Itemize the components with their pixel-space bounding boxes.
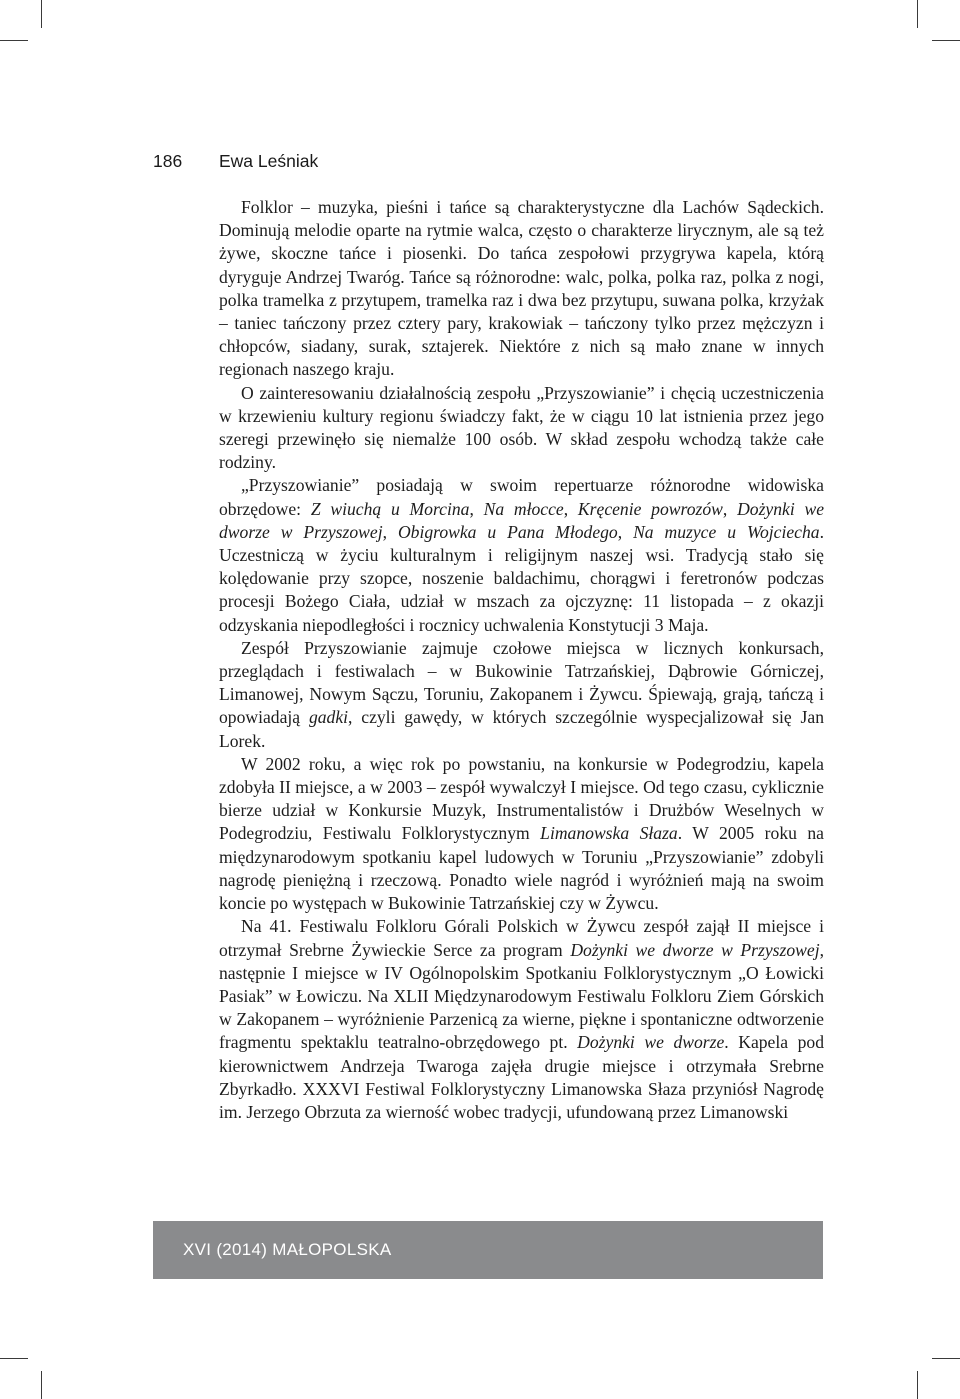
paragraph	[219, 915, 824, 1124]
italic-title: Obigrowka u Pana Młodego	[397, 521, 618, 542]
italic-title: Z wiuchą u Morcina	[310, 498, 470, 519]
crop-mark-bottom-right-vertical	[917, 1371, 918, 1399]
paragraph	[219, 637, 824, 753]
body-text	[219, 196, 824, 1124]
crop-mark-top-right-vertical	[917, 0, 918, 28]
crop-mark-top-right-horizontal	[932, 40, 960, 41]
italic-title: Limanowska Słaza	[540, 823, 678, 844]
italic-title: Na młocce	[483, 498, 564, 519]
crop-mark-bottom-left-vertical	[41, 1371, 42, 1399]
italic-title: Dożynki we dworze w Przyszowej	[219, 498, 825, 542]
footer-label: XVI (2014) MAŁOPOLSKA	[183, 1240, 392, 1259]
text-run: . Kapela pod kierownictwem Andrzeja Twaroga zajęła drugie miejsce i otrzymała Srebrne Zbyrkadło. XXXVI Festiwal Folklorystyczny Limanowska Słaza przyniósł Nagrodę im. Jerzego Obrzuta za wierność wobec tradycji, ufundowaną przez Limanowski	[219, 1032, 824, 1122]
paragraph	[219, 753, 824, 915]
text-run: W 2002 roku, a więc rok po powstaniu, na konkursie w Podegrodziu, kapela zdobyła II miejsce, a w 2003 – zespół wywalczył I miejsce. Od tego czasu, cyklicznie bierze udział w Konkursie Muzyk, Instrumentalistów i Drużbów Weselnych w Podegrodziu, Festiwalu Folklorystycznym	[219, 753, 824, 844]
text-run: Na 41. Festiwalu Folkloru Górali Polskich w Żywcu zespół zajął II miejsce i otrzymał Srebrne Żywieckie Serce za program	[219, 916, 824, 960]
text-run: O zainteresowaniu działalnością zespołu „Przyszowianie” i chęcią uczestniczenia w krzewieniu kultury regionu świadczy fakt, że w ciągu 10 lat istnienia przez jego szeregi przewinęło się niemalże 100 osób. W skład zespołu wchodzą także całe rodziny.	[219, 382, 824, 473]
text-run: . W 2005 roku na międzynarodowym spotkaniu kapel ludowych w Toruniu „Przyszowianie” zdobyli nagrodę pieniężną i rzeczową. Ponadto wiele nagród i wyróżnień mają na swoim koncie po występach w Bukowinie Tatrzańskiej czy w Żywcu.	[219, 823, 824, 914]
italic-title: gadki	[308, 707, 349, 728]
crop-mark-top-left-horizontal	[0, 40, 28, 41]
text-run: „Przyszowianie” posiadają w swoim repertuarze różnorodne widowiska obrzędowe:	[219, 475, 824, 519]
crop-mark-bottom-right-horizontal	[932, 1358, 960, 1359]
text-run: . Uczestniczą w życiu kulturalnym i religijnym naszej wsi. Tradycją stało się kolędowanie przy szopce, noszenie baldachimu, chorągwi i feretronów podczas procesji Bożego Ciała, udział w mszach za ojczyznę: 11 listopada – z okazji odzyskania niepodległości i rocznicy uchwalenia Konstytucji 3 Maja.	[219, 521, 824, 635]
page-number: 186	[153, 151, 183, 171]
italic-title: Dożynki we dworze	[577, 1032, 725, 1053]
italic-title: Dożynki we dworze w Przyszowej	[570, 939, 820, 960]
paragraph	[219, 474, 824, 636]
text-run: , czyli gawędy, w których szczególnie wyspecjalizował się Jan Lorek.	[219, 707, 824, 751]
italic-title: Kręcenie powrozów	[577, 498, 723, 519]
paragraph	[219, 382, 824, 475]
crop-mark-bottom-left-horizontal	[0, 1358, 28, 1359]
text-run: ,	[382, 521, 398, 542]
paragraph	[219, 196, 824, 382]
running-header	[153, 151, 813, 177]
crop-mark-top-left-vertical	[41, 0, 42, 28]
text-run: ,	[722, 498, 738, 519]
text-run: ,	[469, 498, 484, 519]
text-run: ,	[563, 498, 578, 519]
text-run: Zespół Przyszowianie zajmuje czołowe miejsca w licznych konkursach, przeglądach i festiwalach – w Bukowinie Tatrzańskiej, Dąbrowie Górniczej, Limanowej, Nowym Sączu, Toruniu, Zakopanem i Żywcu. Śpiewają, grają, tańczą i opowiadają	[219, 637, 824, 728]
footer-band	[153, 1221, 823, 1279]
italic-title: Na muzyce u Wojciecha	[633, 521, 820, 542]
text-run: , następnie I miejsce w IV Ogólnopolskim Spotkaniu Folklorystycznym „O Łowicki Pasiak” w Łowiczu. Na XLII Międzynarodowym Festiwalu Folkloru Ziem Górskich w Zakopanem – wyróżnienie Parzenicą za wierne, piękne i spontaniczne odtworzenie fragmentu spektaklu teatralno-obrzędowego pt.	[219, 939, 824, 1053]
text-run: ,	[617, 521, 634, 542]
header-author: Ewa Leśniak	[219, 151, 319, 171]
text-run: Folklor – muzyka, pieśni i tańce są charakterystyczne dla Lachów Sądeckich. Dominują melodie oparte na rytmie walca, często o charakterze lirycznym, ale są też żywe, skoczne tańce i piosenki. Do tańca zespołowi przygrywa kapela, którą dyryguje Andrzej Twaróg. Tańce są różnorodne: walc, polka, polka raz, polka z nogi, polka tramelka z przytupem, tramelka raz i dwa bez przytupu, suwana polka, krzyżak – taniec tańczony przez cztery pary, krakowiak – tańczony tylko przez mężczyzn i chłopców, siadany, surak, sztajerek. Niektóre z nich są mało znane w innych regionach naszego kraju.	[219, 197, 824, 380]
